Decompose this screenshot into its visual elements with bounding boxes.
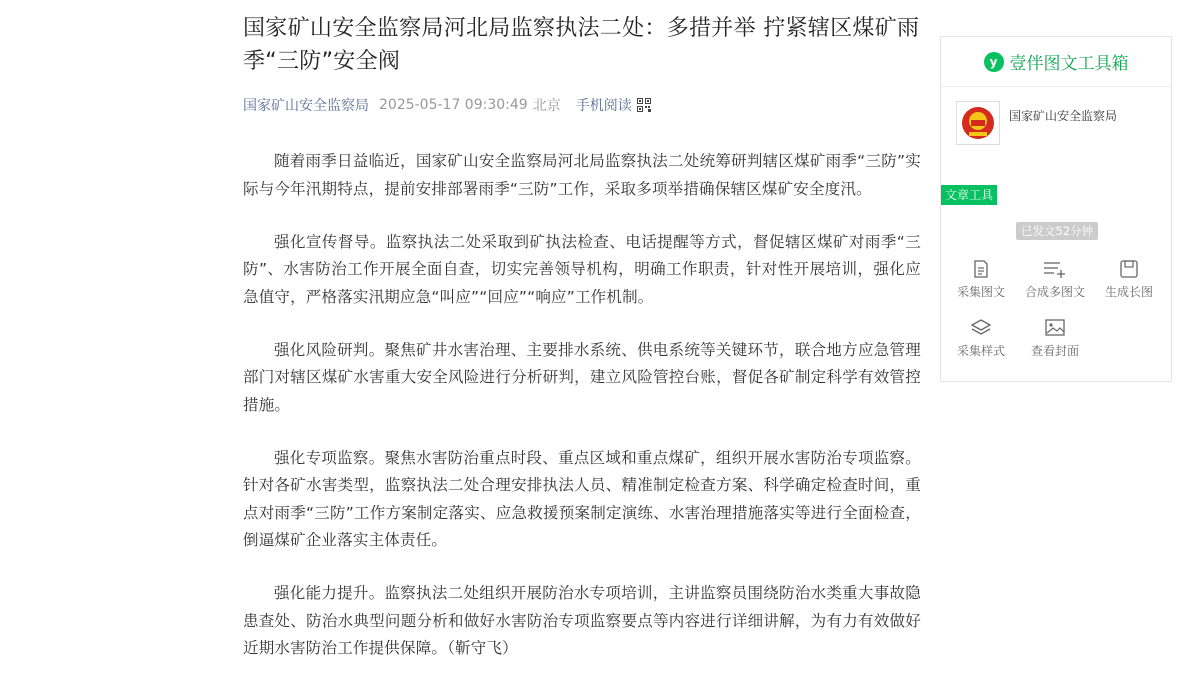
national-emblem-icon bbox=[960, 105, 996, 141]
yiban-logo-icon: y bbox=[984, 52, 1004, 72]
article-title: 国家矿山安全监察局河北局监察执法二处：多措并举 拧紧辖区煤矿雨季“三防”安全阀 bbox=[243, 16, 920, 74]
save-icon bbox=[1119, 259, 1139, 279]
tool-label: 查看封面 bbox=[1030, 344, 1079, 358]
posted-time-badge: 已发文52分钟 bbox=[1016, 222, 1098, 240]
article bbox=[243, 12, 921, 688]
tool-label: 采集样式 bbox=[956, 344, 1005, 358]
tool-label: 采集图文 bbox=[956, 285, 1005, 299]
tool-label: 合成多图文 bbox=[1024, 285, 1085, 299]
author-link[interactable]: 国家矿山安全监察局 bbox=[243, 98, 369, 114]
tool-label: 生成长图 bbox=[1104, 285, 1153, 299]
article-paragraph: 强化宣传督导。监察执法二处采取到矿执法检查、电话提醒等方式，督促辖区煤矿对雨季“三防”、水害防治工作开展全面自查，切实完善领导机构，明确工作职责，针对性开展培训，强化应急值守，严格落实汛期应急“叫应”“回应”“响应”工作机制。 bbox=[243, 232, 921, 306]
account-name[interactable]: 国家矿山安全监察局 bbox=[1009, 109, 1118, 123]
article-paragraph: 强化风险研判。聚焦矿井水害治理、主要排水系统、供电系统等关键环节，联合地方应急管理部门对辖区煤矿水害重大安全风险进行分析研判，建立风险管控台账，督促各矿制定科学有效管控措施。 bbox=[243, 340, 921, 414]
qr-code-icon[interactable] bbox=[637, 98, 651, 112]
collect-style-button[interactable] bbox=[945, 318, 1017, 359]
toolbox-header bbox=[941, 37, 1171, 87]
document-icon bbox=[971, 259, 991, 279]
view-cover-button[interactable] bbox=[1019, 318, 1091, 359]
publish-location: 北京 bbox=[532, 98, 561, 114]
image-icon bbox=[1044, 318, 1066, 338]
mobile-read-link[interactable]: 手机阅读 bbox=[575, 98, 632, 114]
list-add-icon bbox=[1042, 259, 1068, 279]
layers-icon bbox=[970, 318, 992, 338]
generate-long-image-button[interactable] bbox=[1093, 259, 1165, 300]
merge-articles-button[interactable] bbox=[1019, 259, 1091, 300]
article-meta bbox=[243, 95, 921, 115]
toolbox-title: 壹伴图文工具箱 bbox=[1009, 54, 1129, 74]
collect-article-button[interactable] bbox=[945, 259, 1017, 300]
toolbox-panel bbox=[940, 36, 1172, 382]
publish-time: 2025-05-17 09:30:49 bbox=[379, 97, 528, 113]
article-paragraph: 强化专项监察。聚焦水害防治重点时段、重点区域和重点煤矿，组织开展水害防治专项监察。针对各矿水害类型，监察执法二处合理安排执法人员、精准制定检查方案、科学确定检查时间，重点对雨季“三防”工作方案制定落实、应急救援预案制定演练、水害治理措施落实等进行全面检查，倒逼煤矿企业落实主体责任。 bbox=[243, 448, 921, 549]
article-paragraph: 强化能力提升。监察执法二处组织开展防治水专项培训，主讲监察员围绕防治水类重大事故隐患查处、防治水典型问题分析和做好水害防治专项监察要点等内容进行详细讲解，为有力有效做好近期水害防治工作提供保障。（靳守飞） bbox=[243, 584, 921, 657]
article-tools-tag: 文章工具 bbox=[941, 185, 997, 205]
article-content bbox=[243, 148, 921, 663]
account-avatar[interactable] bbox=[956, 101, 1000, 145]
article-paragraph: 随着雨季日益临近，国家矿山安全监察局河北局监察执法二处统筹研判辖区煤矿雨季“三防”实际与今年汛期特点，提前安排部署雨季“三防”工作，采取多项举措确保辖区煤矿安全度汛。 bbox=[243, 152, 921, 198]
